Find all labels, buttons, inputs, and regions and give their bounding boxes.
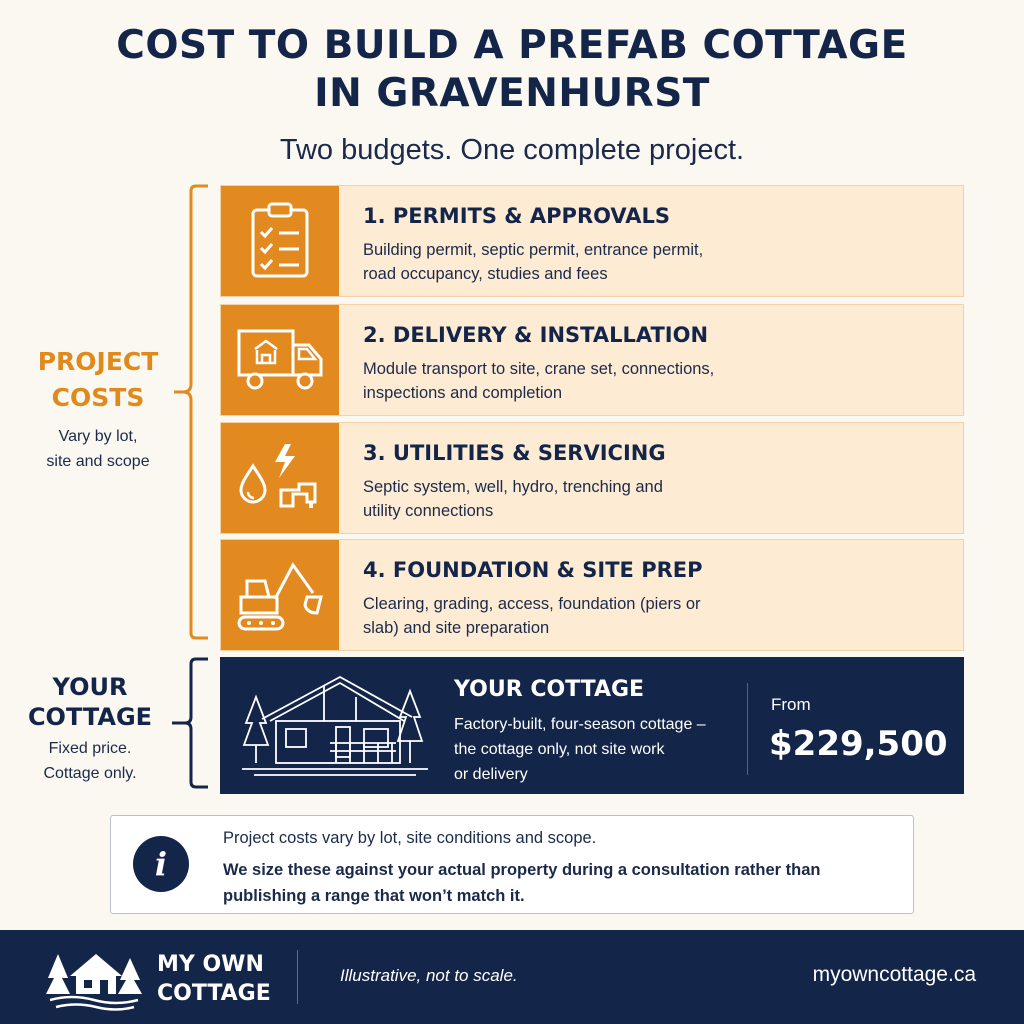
cost-item-permits [220,185,964,297]
info-icon: i [133,836,189,892]
footer-note: Illustrative, not to scale. [340,966,518,985]
cost-item-description [363,357,714,405]
subtitle: Two budgets. One complete project. [279,134,745,166]
desc-line: road occupancy, studies and fees [363,265,608,283]
cost-item-foundation [220,539,964,651]
cost-item-description [363,238,703,286]
your-cottage-panel [220,657,964,794]
footer-url-link[interactable]: myowncottage.ca [812,963,976,986]
your-cottage-heading: YOUR COTTAGE [454,677,645,702]
project-costs-note [18,424,178,474]
your-cottage-description [454,712,744,787]
project-costs-note-line-1: Vary by lot, [58,428,138,445]
desc-line: utility connections [363,502,494,520]
cost-item-description [363,475,666,523]
cottage-illustration-icon [240,671,430,779]
your-cottage-note [12,736,168,786]
footer-brand [157,950,271,1008]
brand-line-2: COTTAGE [157,981,271,1006]
project-costs-title-line-2: COSTS [51,383,145,412]
desc-line: the cottage only, not site work [454,741,665,758]
water-electric-pipe-icon [235,440,325,516]
info-line-2: We size these against your actual property during a consultation rather than publishing a range that won’t match it. [223,861,821,905]
desc-line: or delivery [454,766,528,783]
your-cottage-note-line-2: Cottage only. [43,765,137,782]
desc-line: Factory-built, four-season cottage – [454,716,706,733]
excavator-icon [235,557,325,633]
desc-line: Septic system, well, hydro, trenching and [363,478,663,496]
cost-item-heading: 4. FOUNDATION & SITE PREP [363,558,703,582]
cost-item-heading: 3. UTILITIES & SERVICING [363,441,666,465]
title-line-1: COST TO BUILD A PREFAB COTTAGE [116,23,908,68]
your-cottage-title-line-2: COTTAGE [27,703,153,731]
cost-item-delivery [220,304,964,416]
page-title [0,22,1024,118]
cottage-logo-icon [46,944,142,1012]
price-divider [747,683,748,775]
desc-line: Module transport to site, crane set, connections, [363,360,715,378]
desc-line: Clearing, grading, access, foundation (piers or [363,595,701,613]
info-box [110,815,914,914]
your-cottage-title-line-1: YOUR [52,673,128,701]
price-prefix: From [771,695,811,714]
your-cottage-label [12,672,168,786]
cost-item-heading: 2. DELIVERY & INSTALLATION [363,323,709,347]
project-costs-bracket [172,184,212,640]
cost-item-heading: 1. PERMITS & APPROVALS [363,204,670,228]
clipboard-checklist-icon [249,202,311,280]
your-cottage-note-line-1: Fixed price. [48,740,132,757]
brand-line-1: MY OWN [157,952,264,977]
project-costs-title-line-1: PROJECT [37,347,159,376]
title-line-2: IN GRAVENHURST [314,71,710,116]
price-value: $229,500 [769,724,948,764]
footer-divider [297,950,298,1004]
cost-item-description [363,592,703,640]
desc-line: inspections and completion [363,384,563,402]
your-cottage-bracket [170,657,212,789]
project-costs-note-line-2: site and scope [46,453,150,470]
info-line-1: Project costs vary by lot, site conditions and scope. [223,829,597,847]
cost-item-utilities [220,422,964,534]
footer [0,930,1024,1024]
delivery-truck-icon [235,327,325,393]
desc-line: slab) and site preparation [363,619,550,637]
desc-line: Building permit, septic permit, entrance permit, [363,241,704,259]
project-costs-label [18,344,178,474]
